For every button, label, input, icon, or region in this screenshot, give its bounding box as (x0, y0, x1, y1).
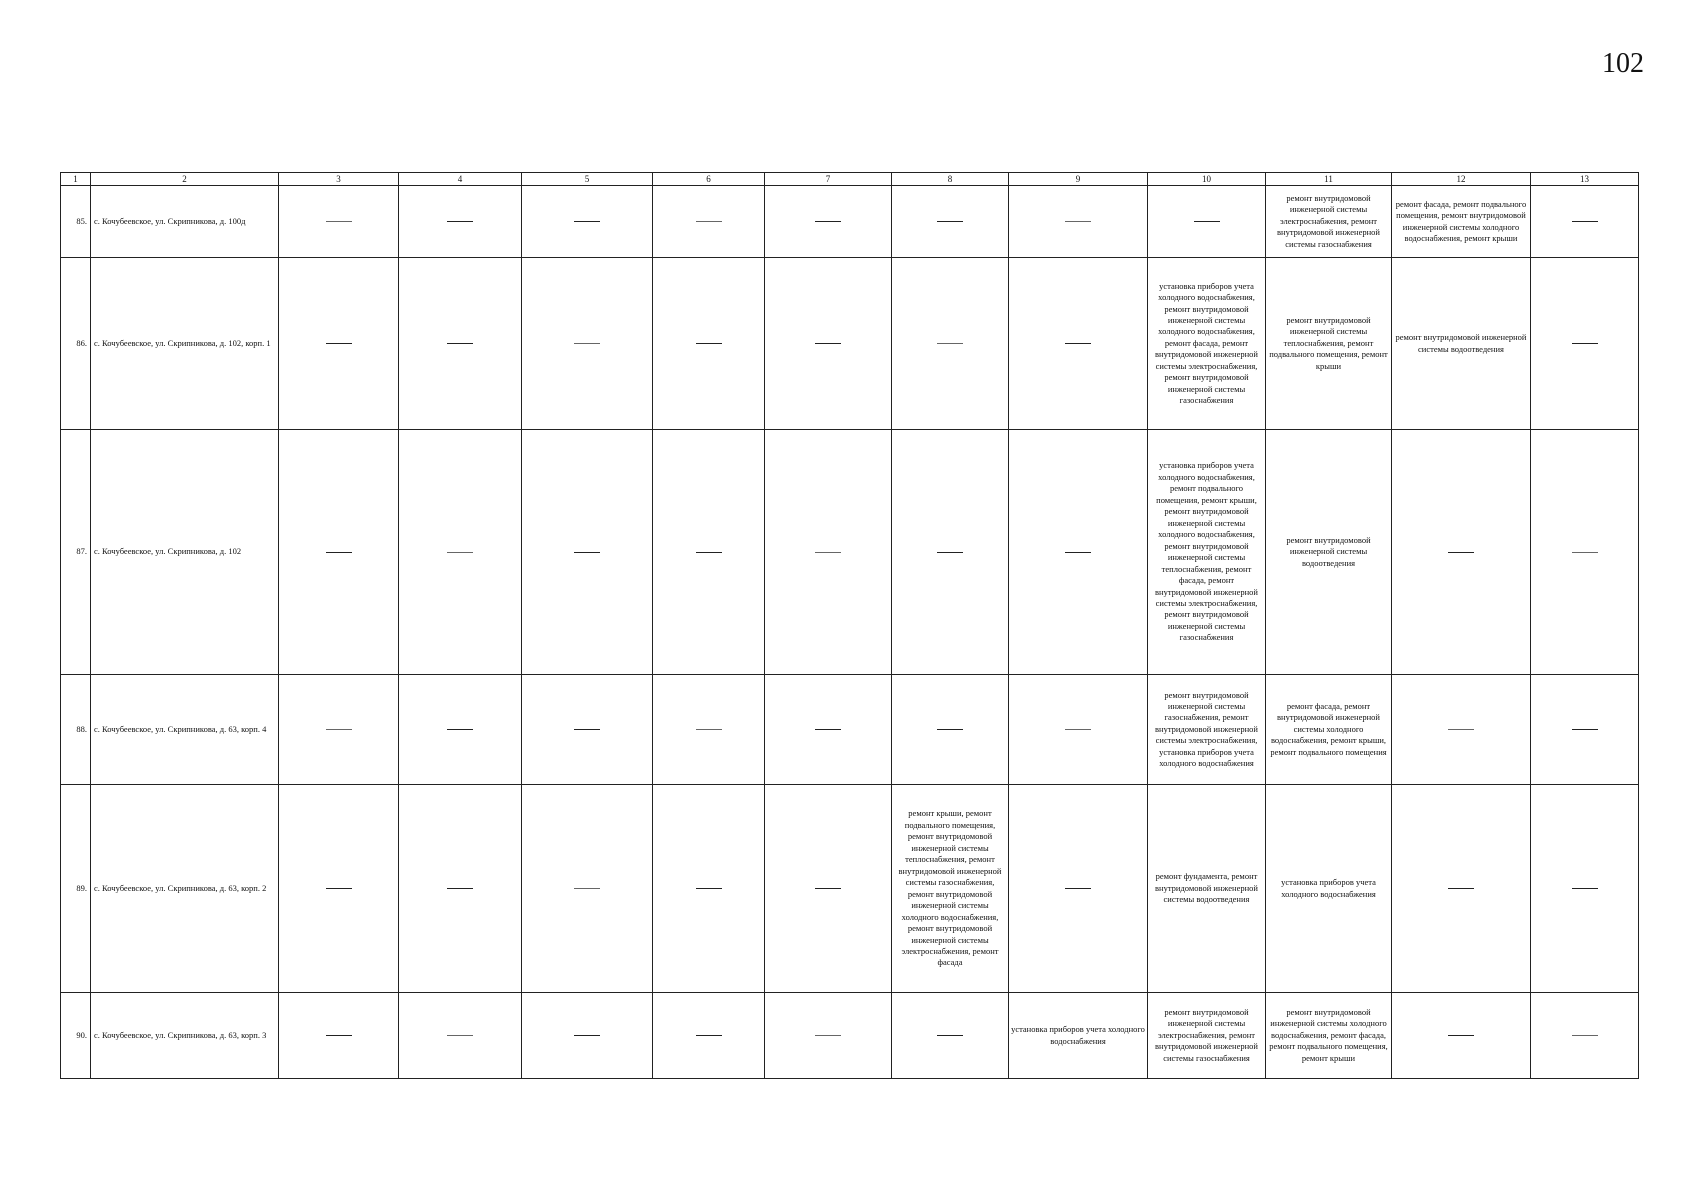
dash-mark (447, 888, 473, 889)
empty-cell (279, 186, 399, 258)
dash-mark (696, 343, 722, 344)
works-table (60, 172, 1639, 1079)
empty-cell (399, 258, 522, 430)
column-number: 11 (1266, 173, 1392, 186)
empty-cell (1531, 993, 1639, 1079)
address-cell: с. Кочубеевское, ул. Скрипникова, д. 102 (91, 430, 279, 675)
work-description-cell: ремонт фасада, ремонт подвального помещения, ремонт внутридомовой инженерной системы холодного водоснабжения, ремонт крыши (1392, 186, 1531, 258)
table-row (61, 785, 1639, 993)
empty-cell (522, 186, 653, 258)
empty-cell (892, 258, 1009, 430)
empty-cell (765, 430, 892, 675)
column-number: 4 (399, 173, 522, 186)
work-description-cell: установка приборов учета холодного водоснабжения, ремонт внутридомовой инженерной системы холодного водоснабжения, ремонт фасада, ремонт внутридомовой инженерной системы электроснабжения, ремонт внутридомовой инженерной системы газоснабжения (1148, 258, 1266, 430)
column-number: 1 (61, 173, 91, 186)
work-description-cell: установка приборов учета холодного водоснабжения, ремонт подвального помещения, ремонт крыши, ремонт внутридомовой инженерной системы холодного водоснабжения, ремонт внутридомовой инженерной системы теплоснабжения, ремонт фасада, ремонт внутридомовой инженерной системы электроснабжения, ремонт внутридомовой инженерной системы газоснабжения (1148, 430, 1266, 675)
empty-cell (765, 785, 892, 993)
dash-mark (1194, 221, 1220, 222)
dash-mark (1448, 888, 1474, 889)
empty-cell (1148, 186, 1266, 258)
dash-mark (1572, 888, 1598, 889)
column-number: 2 (91, 173, 279, 186)
dash-mark (1065, 221, 1091, 222)
dash-mark (1065, 552, 1091, 553)
dash-mark (447, 729, 473, 730)
empty-cell (892, 675, 1009, 785)
dash-mark (1572, 221, 1598, 222)
empty-cell (1009, 258, 1148, 430)
empty-cell (399, 186, 522, 258)
dash-mark (937, 1035, 963, 1036)
dash-mark (1448, 1035, 1474, 1036)
column-number: 3 (279, 173, 399, 186)
work-description-cell: ремонт внутридомовой инженерной системы водоотведения (1392, 258, 1531, 430)
work-description-cell: ремонт внутридомовой инженерной системы газоснабжения, ремонт внутридомовой инженерной системы электроснабжения, установка приборов учета холодного водоснабжения (1148, 675, 1266, 785)
empty-cell (1531, 430, 1639, 675)
dash-mark (815, 729, 841, 730)
column-number: 9 (1009, 173, 1148, 186)
address-cell: с. Кочубеевское, ул. Скрипникова, д. 63, корп. 4 (91, 675, 279, 785)
dash-mark (447, 221, 473, 222)
empty-cell (279, 993, 399, 1079)
empty-cell (1531, 186, 1639, 258)
dash-mark (574, 888, 600, 889)
page-number: 102 (1602, 48, 1644, 79)
work-description-cell: ремонт внутридомовой инженерной системы холодного водоснабжения, ремонт фасада, ремонт подвального помещения, ремонт крыши (1266, 993, 1392, 1079)
dash-mark (815, 552, 841, 553)
empty-cell (1009, 785, 1148, 993)
column-number: 10 (1148, 173, 1266, 186)
address-cell: с. Кочубеевское, ул. Скрипникова, д. 63, корп. 2 (91, 785, 279, 993)
dash-mark (326, 221, 352, 222)
work-description-cell: установка приборов учета холодного водоснабжения (1009, 993, 1148, 1079)
dash-mark (574, 729, 600, 730)
row-number: 86. (61, 258, 91, 430)
column-number: 6 (653, 173, 765, 186)
empty-cell (522, 785, 653, 993)
work-description-cell: ремонт внутридомовой инженерной системы электроснабжения, ремонт внутридомовой инженерной системы газоснабжения (1266, 186, 1392, 258)
dash-mark (1065, 729, 1091, 730)
empty-cell (1392, 993, 1531, 1079)
row-number: 87. (61, 430, 91, 675)
column-number-row (61, 173, 1639, 186)
row-number: 89. (61, 785, 91, 993)
dash-mark (696, 221, 722, 222)
empty-cell (765, 993, 892, 1079)
dash-mark (447, 343, 473, 344)
empty-cell (1009, 186, 1148, 258)
empty-cell (399, 675, 522, 785)
row-number: 90. (61, 993, 91, 1079)
empty-cell (1009, 675, 1148, 785)
work-description-cell: ремонт внутридомовой инженерной системы электроснабжения, ремонт внутридомовой инженерной системы газоснабжения (1148, 993, 1266, 1079)
dash-mark (447, 552, 473, 553)
empty-cell (653, 993, 765, 1079)
address-cell: с. Кочубеевское, ул. Скрипникова, д. 102, корп. 1 (91, 258, 279, 430)
dash-mark (1572, 552, 1598, 553)
dash-mark (1448, 552, 1474, 553)
column-number: 8 (892, 173, 1009, 186)
empty-cell (522, 993, 653, 1079)
table-row (61, 675, 1639, 785)
dash-mark (447, 1035, 473, 1036)
empty-cell (653, 258, 765, 430)
dash-mark (574, 552, 600, 553)
work-description-cell: ремонт крыши, ремонт подвального помещения, ремонт внутридомовой инженерной системы теплоснабжения, ремонт внутридомовой инженерной системы газоснабжения, ремонт внутридомовой инженерной системы холодного водоснабжения, ремонт внутридомовой инженерной системы электроснабжения, ремонт фасада (892, 785, 1009, 993)
dash-mark (696, 552, 722, 553)
empty-cell (399, 430, 522, 675)
empty-cell (1392, 675, 1531, 785)
empty-cell (765, 258, 892, 430)
dash-mark (574, 1035, 600, 1036)
table-row (61, 993, 1639, 1079)
dash-mark (937, 552, 963, 553)
dash-mark (696, 729, 722, 730)
dash-mark (326, 729, 352, 730)
dash-mark (937, 729, 963, 730)
dash-mark (815, 221, 841, 222)
dash-mark (1572, 1035, 1598, 1036)
column-number: 7 (765, 173, 892, 186)
address-cell: с. Кочубеевское, ул. Скрипникова, д. 100д (91, 186, 279, 258)
empty-cell (1531, 258, 1639, 430)
column-number: 12 (1392, 173, 1531, 186)
empty-cell (1531, 675, 1639, 785)
dash-mark (937, 221, 963, 222)
dash-mark (696, 1035, 722, 1036)
work-description-cell: ремонт фундамента, ремонт внутридомовой инженерной системы водоотведения (1148, 785, 1266, 993)
work-description-cell: ремонт внутридомовой инженерной системы водоотведения (1266, 430, 1392, 675)
dash-mark (815, 888, 841, 889)
dash-mark (696, 888, 722, 889)
dash-mark (1448, 729, 1474, 730)
empty-cell (279, 430, 399, 675)
empty-cell (279, 258, 399, 430)
empty-cell (522, 430, 653, 675)
empty-cell (653, 675, 765, 785)
dash-mark (815, 343, 841, 344)
address-cell: с. Кочубеевское, ул. Скрипникова, д. 63, корп. 3 (91, 993, 279, 1079)
table-row (61, 258, 1639, 430)
dash-mark (326, 343, 352, 344)
empty-cell (1392, 785, 1531, 993)
table-row (61, 186, 1639, 258)
empty-cell (1392, 430, 1531, 675)
empty-cell (653, 785, 765, 993)
empty-cell (1531, 785, 1639, 993)
empty-cell (399, 785, 522, 993)
column-number: 5 (522, 173, 653, 186)
column-number: 13 (1531, 173, 1639, 186)
empty-cell (522, 675, 653, 785)
empty-cell (399, 993, 522, 1079)
empty-cell (522, 258, 653, 430)
dash-mark (1065, 888, 1091, 889)
table-body (61, 186, 1639, 1079)
dash-mark (326, 552, 352, 553)
dash-mark (574, 221, 600, 222)
row-number: 85. (61, 186, 91, 258)
empty-cell (1009, 430, 1148, 675)
empty-cell (892, 430, 1009, 675)
dash-mark (815, 1035, 841, 1036)
dash-mark (326, 888, 352, 889)
empty-cell (279, 785, 399, 993)
dash-mark (326, 1035, 352, 1036)
empty-cell (892, 993, 1009, 1079)
dash-mark (937, 343, 963, 344)
empty-cell (653, 186, 765, 258)
empty-cell (653, 430, 765, 675)
table-row (61, 430, 1639, 675)
empty-cell (765, 186, 892, 258)
row-number: 88. (61, 675, 91, 785)
dash-mark (1572, 729, 1598, 730)
dash-mark (574, 343, 600, 344)
dash-mark (1572, 343, 1598, 344)
empty-cell (765, 675, 892, 785)
dash-mark (1065, 343, 1091, 344)
empty-cell (279, 675, 399, 785)
work-description-cell: ремонт внутридомовой инженерной системы теплоснабжения, ремонт подвального помещения, ремонт крыши (1266, 258, 1392, 430)
empty-cell (892, 186, 1009, 258)
work-description-cell: ремонт фасада, ремонт внутридомовой инженерной системы холодного водоснабжения, ремонт крыши, ремонт подвального помещения (1266, 675, 1392, 785)
work-description-cell: установка приборов учета холодного водоснабжения (1266, 785, 1392, 993)
